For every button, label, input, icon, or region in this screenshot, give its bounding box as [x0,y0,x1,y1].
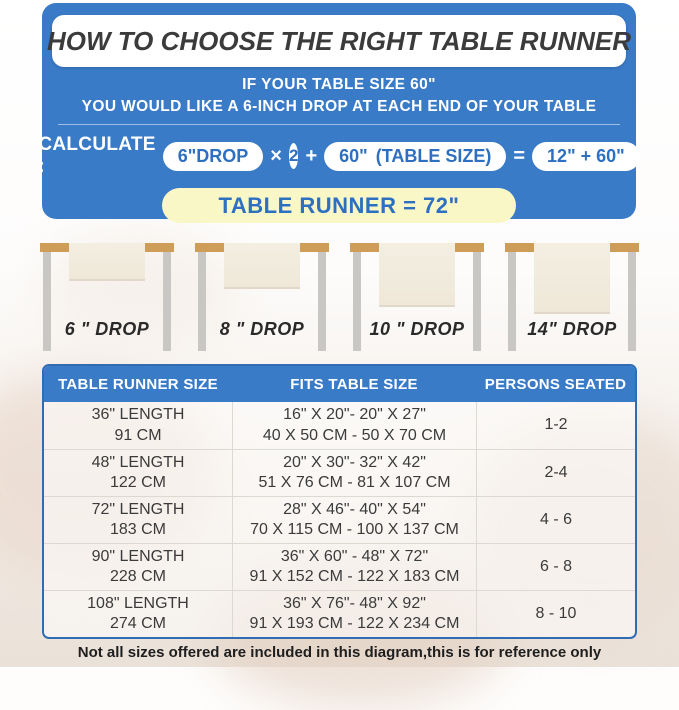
fits-inches: 16" X 20"- 20" X 27" [283,406,426,424]
title-box [46,15,632,67]
table-size-pill [324,142,506,171]
fits-size-cell [232,497,476,543]
table-size-value: 60" [339,145,368,166]
page-title: HOW TO CHOOSE THE RIGHT TABLE RUNNER [46,25,632,56]
fits-inches: 36" X 76"- 48" X 92" [283,594,426,612]
length-cm: 122 CM [109,474,167,491]
size-reference-table [42,364,637,639]
drop-label: 10 " DROP [369,319,465,339]
panel-divider [58,124,620,125]
fits-size-cell [232,450,476,496]
fits-cm: 91 X 193 CM - 122 X 234 CM [249,615,460,632]
times-operator: × [270,144,282,167]
length-cm: 274 CM [109,615,167,632]
fits-inches: 28" X 46"- 40" X 54" [283,500,426,518]
subtitle-line-1: IF YOUR TABLE SIZE 60" [242,76,436,93]
table-figure-10-drop [350,243,484,365]
runner-size-cell [44,497,232,543]
drop-label: 14" DROP [527,319,617,339]
table-row [44,496,635,543]
disclaimer-note: Not all sizes offered are included in this diagram,this is for reference only [77,644,602,661]
table-row [44,402,635,449]
length-cm: 91 CM [114,426,162,444]
runner-result-pill: TABLE RUNNER = 72" [162,188,516,223]
length-inches: 48" LENGTH [91,453,185,471]
fits-cm: 51 X 76 CM - 81 X 107 CM [258,474,451,491]
persons-cell: 4 - 6 [476,497,635,543]
runner-drape [224,243,300,289]
table-body [44,402,635,637]
persons-cell: 1-2 [476,402,635,449]
runner-drape [379,243,455,307]
fits-cm: 91 X 152 CM - 122 X 183 CM [249,568,460,585]
column-header-fits-table-size: FITS TABLE SIZE [290,375,418,393]
table-figure-14-drop [505,243,639,365]
drop-label: 6 " DROP [64,319,150,339]
fits-size-cell [232,544,476,590]
table-header-row [44,366,635,402]
column-header-runner-size: TABLE RUNNER SIZE [58,375,218,393]
drop-illustrations [40,243,639,365]
runner-size-cell [44,591,232,637]
length-inches: 90" LENGTH [91,547,185,565]
runner-drape [69,243,145,281]
length-inches: 108" LENGTH [87,594,189,612]
persons-cell: 8 - 10 [476,591,635,637]
runner-drape [534,243,610,314]
fits-size-cell [232,402,476,449]
table-row [44,590,635,637]
table-row [44,543,635,590]
fits-cm: 70 X 115 CM - 100 X 137 CM [250,521,459,538]
runner-size-cell [44,402,232,449]
equals-operator: = [513,144,526,167]
length-inches: 36" LENGTH [91,406,185,424]
plus-operator: + [305,144,318,167]
fits-inches: 36" X 60" - 48" X 72" [280,547,429,565]
subtitle-line-2: YOU WOULD LIKE A 6-INCH DROP AT EACH END OF YOUR TABLE [81,98,597,115]
table-row [44,449,635,496]
fits-cm: 40 X 50 CM - 50 X 70 CM [262,426,447,444]
drop-label: 8 " DROP [219,319,305,339]
table-size-note: (TABLE SIZE) [375,145,492,166]
column-header-persons-seated: PERSONS SEATED [484,375,627,393]
multiplier-badge: 2 [289,143,298,169]
formula-row [38,134,636,178]
length-cm: 183 CM [109,521,167,538]
fits-inches: 20" X 30"- 32" X 42" [283,453,426,471]
calculate-label: CALCULATE : [38,134,156,177]
length-inches: 72" LENGTH [91,500,185,518]
length-cm: 228 CM [109,568,167,585]
persons-cell: 6 - 8 [476,544,635,590]
runner-size-cell [44,450,232,496]
drop-pill: 6"DROP [163,142,264,171]
table-figure-6-drop [40,243,174,365]
header-panel [38,3,636,219]
sum-pill: 12" + 60" [532,142,640,171]
table-figure-8-drop [195,243,329,365]
fits-size-cell [232,591,476,637]
persons-cell: 2-4 [476,450,635,496]
runner-size-cell [44,544,232,590]
